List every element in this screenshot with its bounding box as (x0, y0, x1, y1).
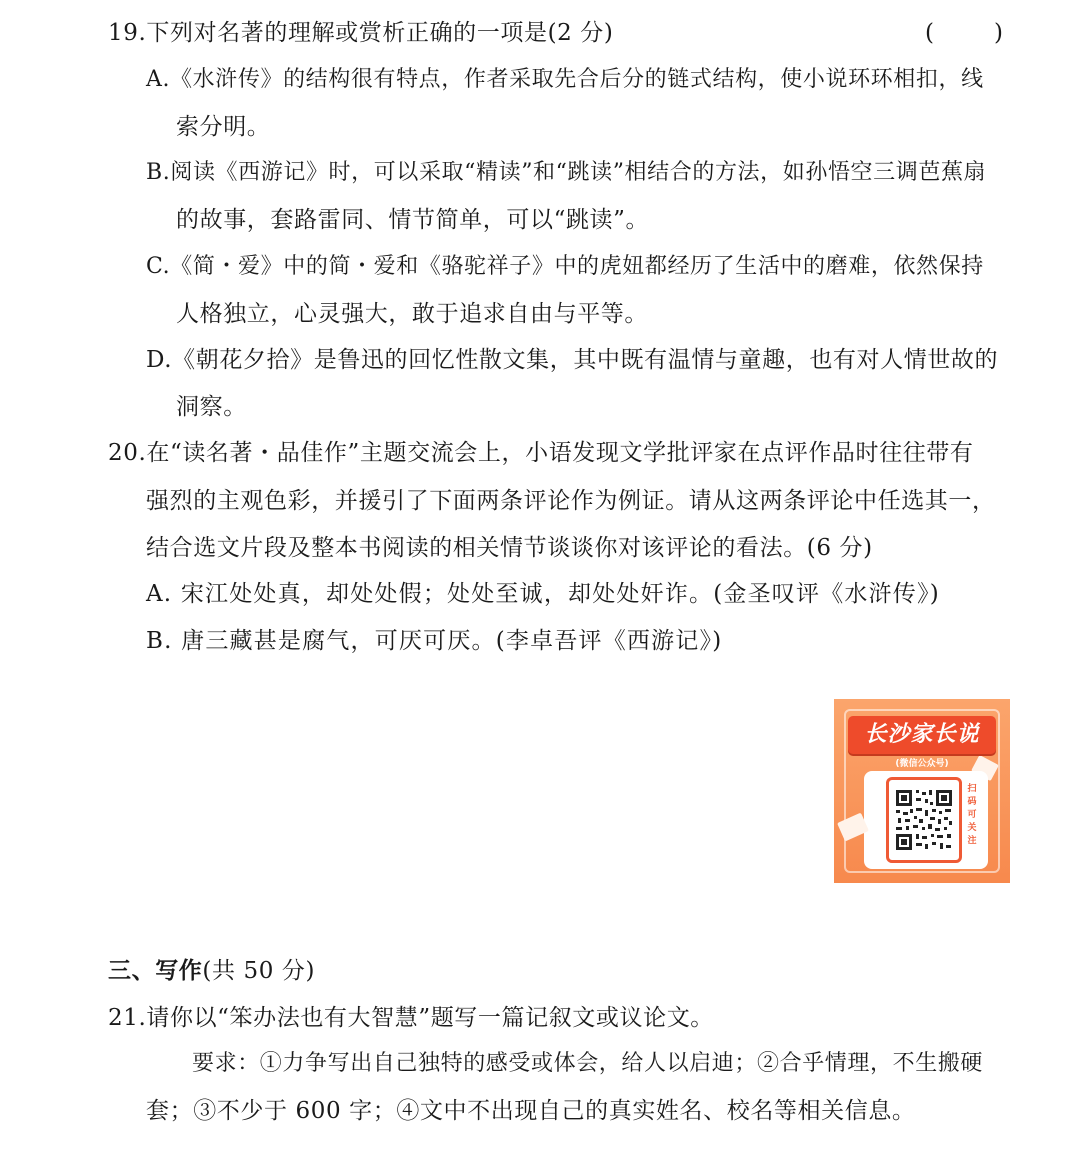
q20-comment-b: B. 唐三藏甚是腐气，可厌可厌。(李卓吾评《西游记》) (146, 628, 723, 654)
q19-option-d: D.《朝花夕拾》是鲁迅的回忆性散文集，其中既有温情与童趣，也有对人情世故的 (146, 347, 999, 373)
q21-requirements-line1: 要求：①力争写出自己独特的感受或体会，给人以启迪；②合乎情理，不生搬硬 (192, 1051, 984, 1076)
section3-heading (108, 956, 315, 986)
q20-stem-line1: 20.在“读名著・品佳作”主题交流会上，小语发现文学批评家在点评作品时往往带有 (108, 440, 974, 466)
qr-code-icon (894, 788, 954, 852)
q19-option-b: B.阅读《西游记》时，可以采取“精读”和“跳读”相结合的方法，如孙悟空三调芭蕉扇 (146, 160, 987, 185)
qr-code-frame (886, 777, 962, 863)
section3-points: (共 50 分) (202, 958, 316, 984)
q21-stem: 21.请你以“笨办法也有大智慧”题写一篇记叙文或议论文。 (108, 1005, 714, 1031)
promo-scan-hint: 扫码可关注 (967, 784, 977, 846)
q19-option-c: C.《简・爱》中的简・爱和《骆驼祥子》中的虎妞都经历了生活中的磨难，依然保持 (146, 254, 984, 279)
q19-stem: 19.下列对名著的理解或赏析正确的一项是(2 分) (108, 20, 614, 46)
q19-option-a-cont: 索分明。 (176, 114, 271, 140)
q19-paren-open: ( (925, 20, 934, 46)
promo-subtitle: (微信公众号) (895, 759, 949, 769)
qr-promo-card (834, 699, 1010, 883)
q20-comment-a: A. 宋江处处真，却处处假；处处至诚，却处处奸诈。(金圣叹评《水浒传》) (146, 581, 940, 607)
q19-option-a: A.《水浒传》的结构很有特点，作者采取先合后分的链式结构，使小说环环相扣，线 (146, 67, 984, 92)
q19-option-b-cont: 的故事，套路雷同、情节简单，可以“跳读”。 (176, 207, 650, 233)
q19-paren-close: ) (994, 20, 1003, 46)
q20-stem-line3: 结合选文片段及整本书阅读的相关情节谈谈你对该评论的看法。(6 分) (146, 535, 873, 561)
q20-stem-line2: 强烈的主观色彩，并援引了下面两条评论作为例证。请从这两条评论中任选其一， (146, 488, 996, 514)
q21-requirements-line2: 套；③不少于 600 字；④文中不出现自己的真实姓名、校名等相关信息。 (146, 1098, 916, 1124)
section3-title: 三、写作 (108, 957, 203, 984)
q19-option-c-cont: 人格独立，心灵强大，敢于追求自由与平等。 (176, 301, 648, 327)
q19-answer-blank (925, 18, 1003, 48)
q19-option-d-cont: 洞察。 (176, 394, 247, 420)
promo-title: 长沙家长说 (848, 716, 996, 754)
